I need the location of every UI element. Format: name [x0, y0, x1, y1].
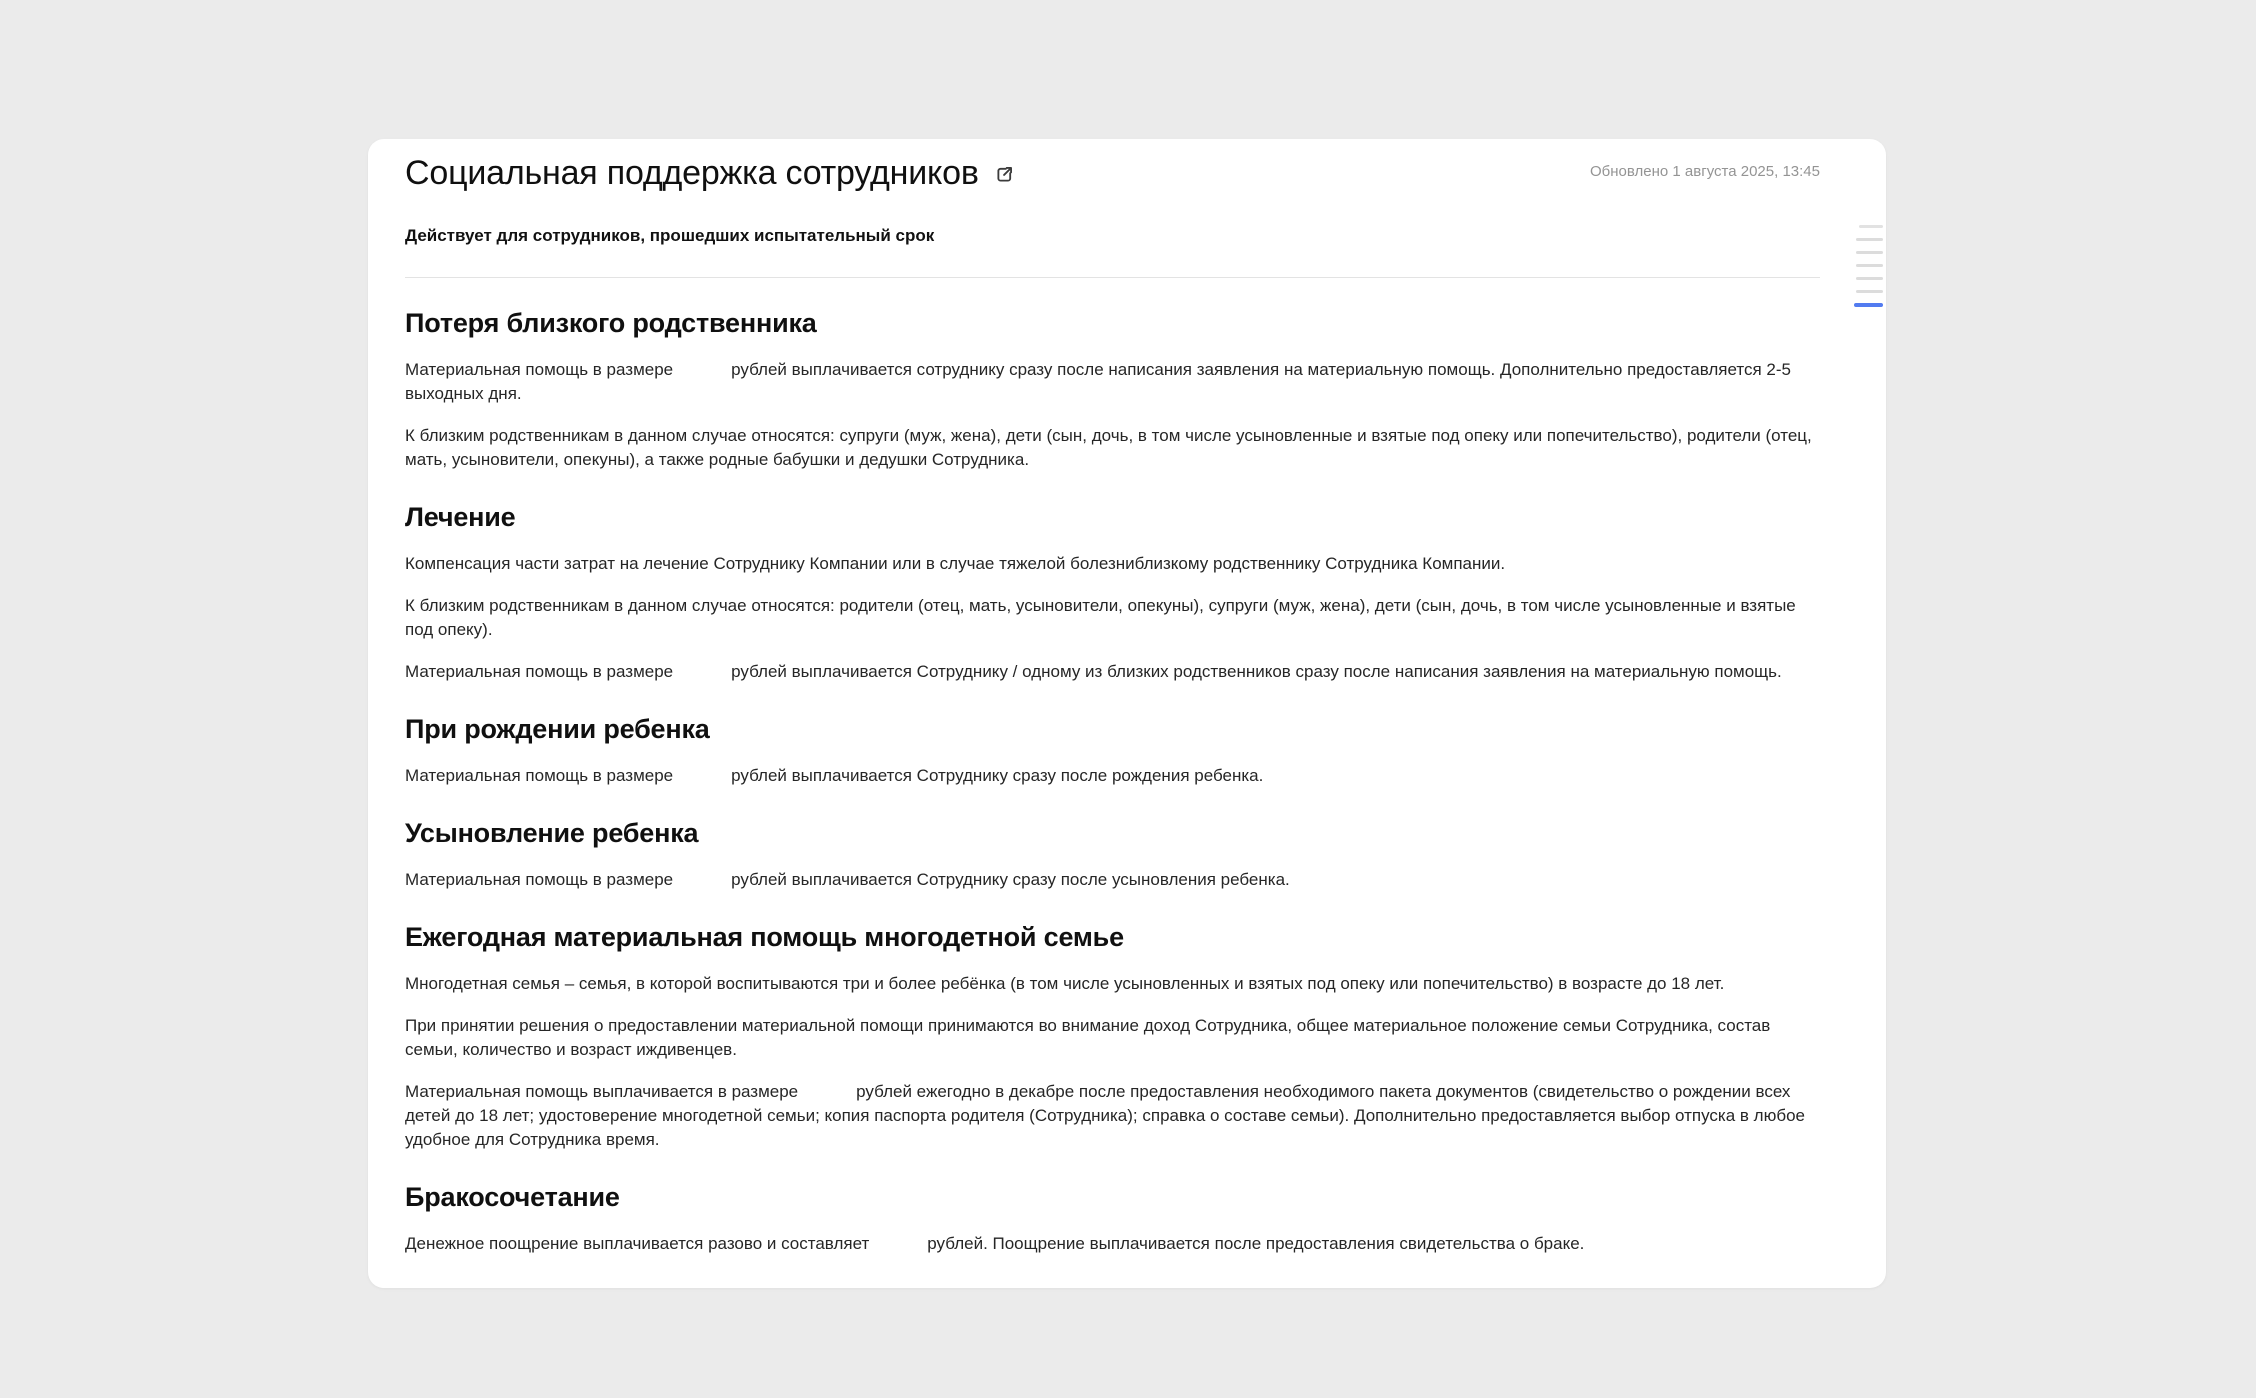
toc-minimap-line[interactable] — [1856, 251, 1883, 254]
access-note: Действует для сотрудников, прошедших испытательный срок — [405, 226, 935, 245]
paragraph: К близким родственникам в данном случае относятся: родители (отец, мать, усыновители, опекуны), супруги (муж, жена), дети (сын, дочь, в том числе усыновленные и взятые под опеку). — [405, 596, 1796, 639]
toc-minimap-line[interactable] — [1856, 290, 1883, 293]
paragraph-text: рублей выплачивается Сотруднику / одному из близких родственников сразу после написания заявления на материальную помощь. — [731, 662, 1782, 681]
paragraph-text: рублей выплачивается Сотруднику сразу после усыновления ребенка. — [731, 870, 1290, 889]
redacted-amount — [673, 676, 731, 677]
divider — [405, 277, 1820, 278]
toc-minimap-line[interactable] — [1856, 264, 1883, 267]
paragraph: К близким родственникам в данном случае относятся: супруги (муж, жена), дети (сын, дочь, в том числе усыновленные и взятые под опеку или попечительство), родители (отец, мать, усыновители, опекуны), а также родные бабушки и дедушки Сотрудника. — [405, 426, 1812, 469]
paragraph-text: рублей. Поощрение выплачивается после предоставления свидетельства о браке. — [927, 1234, 1585, 1253]
updated-timestamp: Обновлено 1 августа 2025, 13:45 — [1590, 163, 1820, 180]
external-link-icon[interactable] — [994, 164, 1015, 185]
paragraph-text: Материальная помощь в размере — [405, 360, 674, 379]
paragraph-text: Материальная помощь в размере — [405, 662, 674, 681]
section-child-adoption — [405, 816, 1820, 892]
paragraph: При принятии решения о предоставлении материальной помощи принимаются во внимание доход Сотрудника, общее материальное положение семьи Сотрудника, состав семьи, количество и возраст иждивенцев. — [405, 1016, 1771, 1059]
section-heading: Ежегодная материальная помощь многодетной семье — [405, 922, 1124, 952]
toc-minimap-line[interactable] — [1856, 277, 1883, 280]
redacted-amount — [673, 780, 731, 781]
paragraph-text: рублей выплачивается Сотруднику сразу после рождения ребенка. — [731, 766, 1264, 785]
paragraph-text: Денежное поощрение выплачивается разово и составляет — [405, 1234, 870, 1253]
section-child-birth — [405, 712, 1820, 788]
redacted-amount — [673, 374, 731, 375]
section-loss-of-relative — [405, 306, 1820, 472]
paragraph-text: Материальная помощь в размере — [405, 766, 674, 785]
paragraph — [405, 764, 1820, 788]
toc-minimap-line[interactable] — [1859, 225, 1883, 228]
paragraph-text: рублей выплачивается сотруднику сразу после написания заявления на материальную помощь. Дополнительно предоставляется 2-5 выходных дня. — [405, 360, 1791, 403]
title-row — [405, 153, 1820, 193]
paragraph — [405, 1232, 1820, 1256]
paragraph — [405, 358, 1820, 406]
section-heading: Усыновление ребенка — [405, 818, 699, 848]
page-title — [405, 153, 1015, 193]
paragraph-text: Материальная помощь в размере — [405, 870, 674, 889]
article-content — [368, 139, 1886, 1296]
paragraph — [405, 868, 1820, 892]
paragraph: Многодетная семья – семья, в которой воспитываются три и более ребёнка (в том числе усыновленных и взятых под опеку или попечительство) в возрасте до 18 лет. — [405, 974, 1725, 993]
section-heading: Потеря близкого родственника — [405, 308, 817, 338]
redacted-amount — [869, 1248, 927, 1249]
paragraph-text: Материальная помощь выплачивается в размере — [405, 1082, 799, 1101]
redacted-amount — [673, 884, 731, 885]
page-title-text: Социальная поддержка сотрудников — [405, 154, 979, 192]
section-treatment — [405, 500, 1820, 684]
toc-minimap-line-active[interactable] — [1854, 303, 1883, 307]
section-heading: При рождении ребенка — [405, 714, 710, 744]
article-card — [368, 139, 1886, 1288]
section-large-family — [405, 920, 1820, 1152]
paragraph-text: рублей ежегодно в декабре после предоставления необходимого пакета документов (свидетельство о рождении всех детей до 18 лет; удостоверение многодетной семьи; копия паспорта родителя (Сотрудника); справка о составе семьи). Дополнительно предоставляется выбор отпуска в любое удобное для Сотрудника время. — [405, 1082, 1805, 1149]
paragraph: Компенсация части затрат на лечение Сотруднику Компании или в случае тяжелой болезниблизкому родственнику Сотрудника Компании. — [405, 554, 1506, 573]
paragraph — [405, 1080, 1820, 1152]
paragraph — [405, 660, 1820, 684]
redacted-amount — [798, 1096, 856, 1097]
toc-minimap-line[interactable] — [1856, 238, 1883, 241]
toc-minimap[interactable] — [1853, 225, 1883, 307]
section-heading: Бракосочетание — [405, 1182, 620, 1212]
section-heading: Лечение — [405, 502, 516, 532]
section-marriage — [405, 1180, 1820, 1256]
